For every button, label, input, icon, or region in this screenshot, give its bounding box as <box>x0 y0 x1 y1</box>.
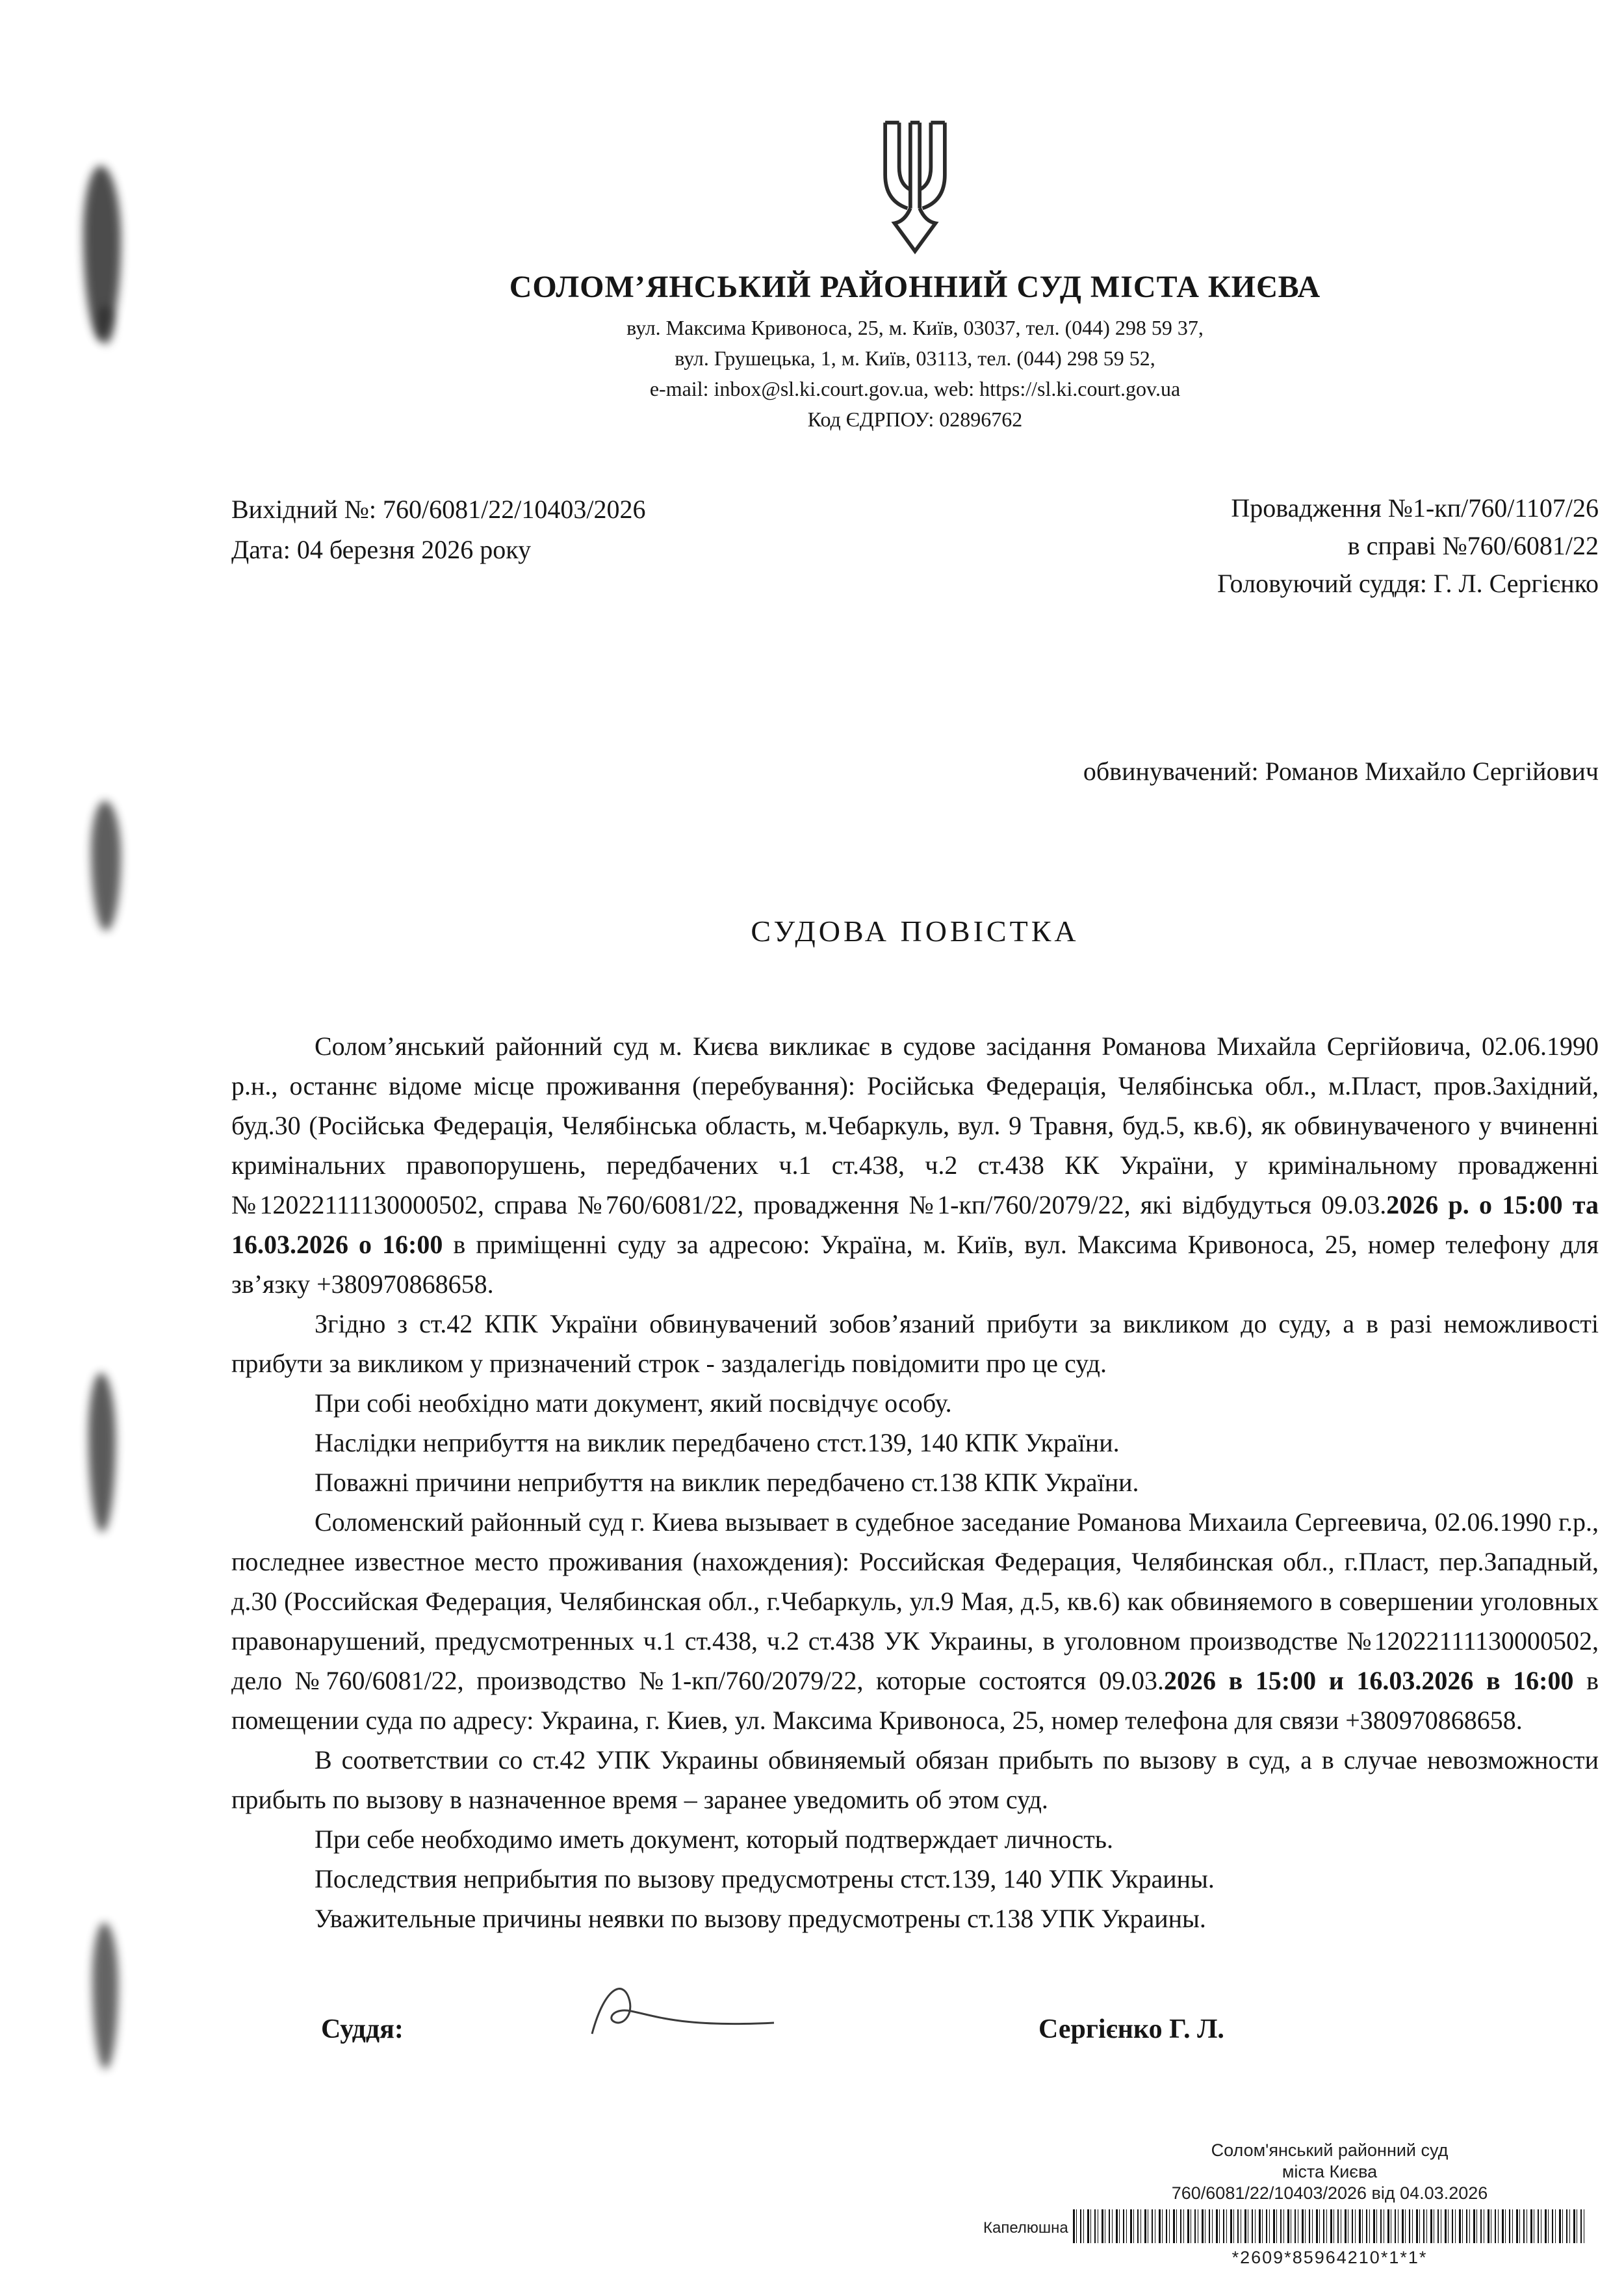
document-content <box>231 0 1599 2088</box>
stamp-court-line-1: Солом'янський районний суд <box>1211 2140 1449 2160</box>
barcode-text: *2609*85964210*1*1* <box>1231 2248 1428 2267</box>
scan-smudge-artifact <box>97 306 114 344</box>
paragraph: Последствия неприбытия по вызову предусмотрены стст.139, 140 УПК Украины. <box>315 1864 1215 1893</box>
reference-right <box>1217 489 1599 603</box>
court-edrpou-line: Код ЄДРПОУ: 02896762 <box>807 408 1023 431</box>
outgoing-number: Вихідний №: 760/6081/22/10403/2026 <box>231 495 646 524</box>
barcode-row <box>983 2209 1586 2244</box>
reference-left <box>231 489 646 603</box>
paragraph: Поважні причини неприбуття на виклик передбачено ст.138 КПК України. <box>315 1468 1139 1497</box>
reference-block <box>231 489 1599 603</box>
paragraph: В соответствии со ст.42 УПК Украины обвиняемый обязан прибыть по вызову в суд, а в случае невозможности прибыть по вызову в назначенное время – заранее уведомить об этом суд. <box>231 1745 1599 1814</box>
court-contact-line: e-mail: inbox@sl.ki.court.gov.ua, web: https://sl.ki.court.gov.ua <box>649 377 1181 400</box>
stamp-court-line-2: міста Києва <box>1282 2162 1378 2181</box>
paragraph: Солом’янський районний суд м. Києва викликає в судове засідання Романова Михайла Сергійовича, 02.06.1990 р.н., останнє відоме місце проживання (перебування): Російська Федерація, Челябінська обл., м.Пласт, пров.Західний, буд.30 (Російська Федерація, Челябінська область, м.Чебаркуль, вул. 9 Травня, буд.5, кв.6), як обвинуваченого у вчиненні кримінальних правопорушень, передбачених ч.1 ст.438, ч.2 ст.438 КК України, у кримінальному провадженні №12022111130000502, справа №760/6081/22, провадження №1-кп/760/2079/22, які відбудуться 09.03.2026 р. о 15:00 та 16.03.2026 о 16:00 в приміщенні суду за адресою: Україна, м. Київ, вул. Максима Кривоноса, 25, номер телефону для зв’язку +380970868658. <box>231 1032 1599 1299</box>
scan-smudge-artifact <box>92 1923 118 2069</box>
judge-signature <box>586 1972 780 2050</box>
paragraph: Уважительные причины неявки по вызову предусмотрены ст.138 УПК Украины. <box>315 1904 1206 1933</box>
clerk-name: Капелюшна <box>983 2219 1068 2237</box>
body-paragraphs <box>231 1026 1599 1938</box>
scan-smudge-artifact <box>91 801 121 931</box>
paragraph: При себе необходимо иметь документ, который подтверждает личность. <box>315 1825 1114 1854</box>
judge-name: Сергієнко Г. Л. <box>1038 2014 1224 2044</box>
case-number: в справі №760/6081/22 <box>1347 531 1599 560</box>
scan-smudge-artifact <box>88 1373 116 1532</box>
accused-line: обвинувачений: Романов Михайло Сергійович <box>1083 757 1599 786</box>
stamp-reference-line: 760/6081/22/10403/2026 від 04.03.2026 <box>1171 2183 1488 2203</box>
court-name: СОЛОМ’ЯНСЬКИЙ РАЙОННИЙ СУД МІСТА КИЄВА <box>509 270 1321 304</box>
signature-block <box>231 1984 1599 2088</box>
paragraph: Згідно з ст.42 КПК України обвинувачений зобов’язаний прибути за викликом до суду, а в разі неможливості прибути за викликом у призначений строк - заздалегідь повідомити про це суд. <box>231 1309 1599 1378</box>
court-address-line-1: вул. Максима Кривоноса, 25, м. Київ, 03037, тел. (044) 298 59 37, <box>626 316 1204 339</box>
presiding-judge: Головуючий суддя: Г. Л. Сергієнко <box>1217 569 1599 598</box>
paragraph: Соломенский районный суд г. Киева вызывает в судебное заседание Романова Михаила Сергеевича, 02.06.1990 г.р., последнее известное место проживания (нахождения): Российская Федерация, Челябинская обл., г.Пласт, пер.Западный, д.30 (Российская Федерация, Челябинская обл., г.Чебаркуль, ул.9 Мая, д.5, кв.6) как обвиняемого в совершении уголовных правонарушений, предусмотренных ч.1 ст.438, ч.2 ст.438 УК Украины, в уголовном производстве №12022111130000502, дело №760/6081/22, производство №1-кп/760/2079/22, которые состоятся 09.03.2026 в 15:00 и 16.03.2026 в 16:00 в помещении суда по адресу: Украина, г. Киев, ул. Максима Кривоноса, 25, номер телефона для связи +380970868658. <box>231 1507 1599 1735</box>
court-address-line-2: вул. Грушецька, 1, м. Київ, 03113, тел. (044) 298 59 52, <box>675 346 1155 370</box>
paragraph: При собі необхідно мати документ, який посвідчує особу. <box>315 1388 952 1418</box>
registration-stamp <box>983 2140 1586 2268</box>
ukraine-trident-emblem <box>231 117 1599 260</box>
proceeding-number: Провадження №1-кп/760/1107/26 <box>1231 493 1599 523</box>
document-date: Дата: 04 березня 2026 року <box>231 535 532 564</box>
document-title: СУДОВА ПОВІСТКА <box>751 915 1079 948</box>
barcode <box>1073 2209 1586 2243</box>
paragraph: Наслідки неприбуття на виклик передбачено стст.139, 140 КПК України. <box>315 1428 1120 1457</box>
judge-label: Суддя: <box>321 2014 404 2044</box>
